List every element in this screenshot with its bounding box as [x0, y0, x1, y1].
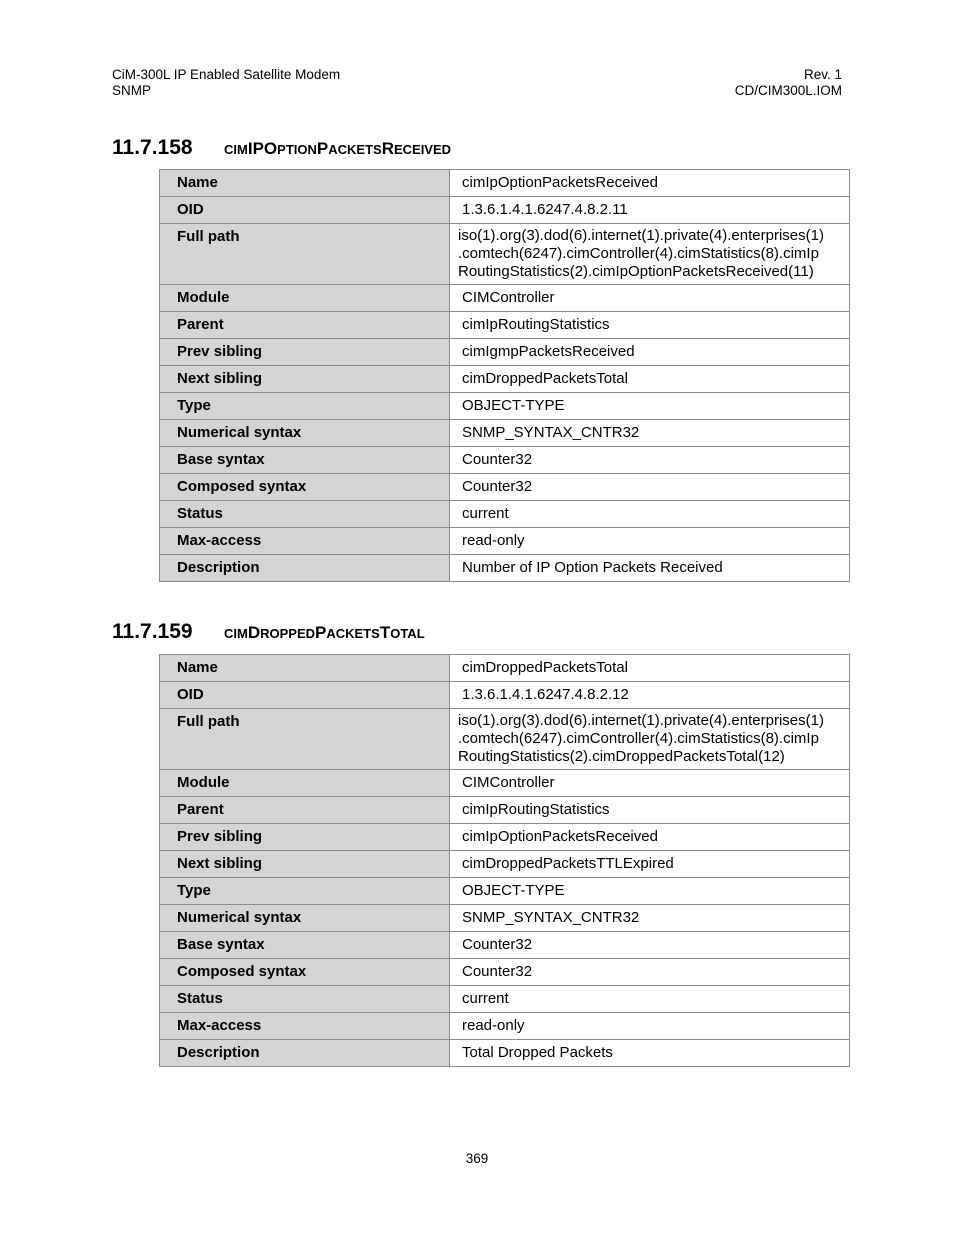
row-key: Composed syntax: [160, 959, 450, 986]
row-value: current: [450, 986, 850, 1013]
row-value: cimDroppedPacketsTotal: [450, 366, 850, 393]
table-row: [160, 420, 850, 447]
row-key: Max-access: [160, 528, 450, 555]
table-row: [160, 770, 850, 797]
table-row: [160, 851, 850, 878]
row-value: OBJECT-TYPE: [450, 393, 850, 420]
table-row: [160, 501, 850, 528]
row-value: SNMP_SYNTAX_CNTR32: [450, 905, 850, 932]
row-key: Composed syntax: [160, 474, 450, 501]
page-number: 369: [465, 1151, 489, 1166]
table-row: [160, 655, 850, 682]
full-path-line: RoutingStatistics(2).cimDroppedPacketsTotal(12): [458, 748, 785, 765]
table-row: [160, 197, 850, 224]
table-row: [160, 528, 850, 555]
row-value: [450, 709, 850, 770]
table-row: [160, 339, 850, 366]
table-row: [160, 224, 850, 285]
row-key: Base syntax: [160, 932, 450, 959]
row-key: Next sibling: [160, 366, 450, 393]
table-row: [160, 986, 850, 1013]
row-value: CIMController: [450, 770, 850, 797]
running-header-right: [735, 67, 842, 99]
chapter-name: SNMP: [112, 83, 152, 98]
section-number: 11.7.159: [112, 620, 193, 643]
full-path-line: iso(1).org(3).dod(6).internet(1).private(4).enterprises(1): [458, 227, 824, 244]
row-value: read-only: [450, 528, 850, 555]
revision: Rev. 1: [803, 67, 842, 82]
table-row: [160, 312, 850, 339]
full-path-line: RoutingStatistics(2).cimIpOptionPacketsReceived(11): [458, 263, 814, 280]
row-key: Numerical syntax: [160, 420, 450, 447]
row-key: Module: [160, 770, 450, 797]
table-row: [160, 447, 850, 474]
table-row: [160, 393, 850, 420]
row-value: OBJECT-TYPE: [450, 878, 850, 905]
row-value: [450, 224, 850, 285]
table-row: [160, 797, 850, 824]
table-row: [160, 905, 850, 932]
running-header-left: [112, 67, 340, 99]
row-key: Full path: [160, 709, 450, 770]
document-code: CD/CIM300L.IOM: [734, 83, 842, 98]
row-key: Prev sibling: [160, 824, 450, 851]
row-key: Full path: [160, 224, 450, 285]
row-value: read-only: [450, 1013, 850, 1040]
row-value: Counter32: [450, 474, 850, 501]
table-row: [160, 1040, 850, 1067]
section-name: CIMIPOPTIONPACKETSRECEIVED: [224, 139, 452, 158]
row-value: 1.3.6.1.4.1.6247.4.8.2.12: [450, 682, 850, 709]
row-value: 1.3.6.1.4.1.6247.4.8.2.11: [450, 197, 850, 224]
row-value: cimIpOptionPacketsReceived: [450, 170, 850, 197]
table-row: [160, 932, 850, 959]
row-key: Module: [160, 285, 450, 312]
mib-object-table: [159, 169, 850, 582]
row-key: Type: [160, 878, 450, 905]
section-name: CIMDROPPEDPACKETSTOTAL: [224, 623, 425, 642]
row-key: Status: [160, 986, 450, 1013]
full-path-line: .comtech(6247).cimController(4).cimStatistics(8).cimIp: [458, 730, 819, 747]
table-row: [160, 555, 850, 582]
row-key: Name: [160, 655, 450, 682]
table-row: [160, 824, 850, 851]
full-path-line: iso(1).org(3).dod(6).internet(1).private(4).enterprises(1): [458, 712, 824, 729]
row-value: CIMController: [450, 285, 850, 312]
table-row: [160, 170, 850, 197]
row-key: Next sibling: [160, 851, 450, 878]
table-row: [160, 682, 850, 709]
row-key: Parent: [160, 797, 450, 824]
row-key: OID: [160, 197, 450, 224]
row-value: Number of IP Option Packets Received: [450, 555, 850, 582]
row-key: OID: [160, 682, 450, 709]
row-value: Total Dropped Packets: [450, 1040, 850, 1067]
row-key: Parent: [160, 312, 450, 339]
table-row: [160, 1013, 850, 1040]
row-key: Base syntax: [160, 447, 450, 474]
row-value: cimIpOptionPacketsReceived: [450, 824, 850, 851]
row-key: Numerical syntax: [160, 905, 450, 932]
table-row: [160, 878, 850, 905]
row-value: Counter32: [450, 932, 850, 959]
row-value: cimIpRoutingStatistics: [450, 797, 850, 824]
row-value: cimIgmpPacketsReceived: [450, 339, 850, 366]
row-key: Max-access: [160, 1013, 450, 1040]
table-row: [160, 366, 850, 393]
document-title: CiM-300L IP Enabled Satellite Modem: [112, 67, 341, 82]
row-key: Description: [160, 555, 450, 582]
row-value: cimDroppedPacketsTTLExpired: [450, 851, 850, 878]
row-value: Counter32: [450, 447, 850, 474]
full-path-line: .comtech(6247).cimController(4).cimStatistics(8).cimIp: [458, 245, 819, 262]
row-value: cimDroppedPacketsTotal: [450, 655, 850, 682]
row-key: Prev sibling: [160, 339, 450, 366]
row-key: Type: [160, 393, 450, 420]
row-key: Status: [160, 501, 450, 528]
row-value: cimIpRoutingStatistics: [450, 312, 850, 339]
table-row: [160, 959, 850, 986]
row-value: current: [450, 501, 850, 528]
row-key: Description: [160, 1040, 450, 1067]
section-number: 11.7.158: [112, 136, 193, 159]
table-row: [160, 709, 850, 770]
mib-object-table: [159, 654, 850, 1067]
table-row: [160, 285, 850, 312]
row-key: Name: [160, 170, 450, 197]
section-heading-159: [112, 620, 425, 646]
row-value: Counter32: [450, 959, 850, 986]
section-heading-158: [112, 136, 451, 162]
row-value: SNMP_SYNTAX_CNTR32: [450, 420, 850, 447]
table-row: [160, 474, 850, 501]
